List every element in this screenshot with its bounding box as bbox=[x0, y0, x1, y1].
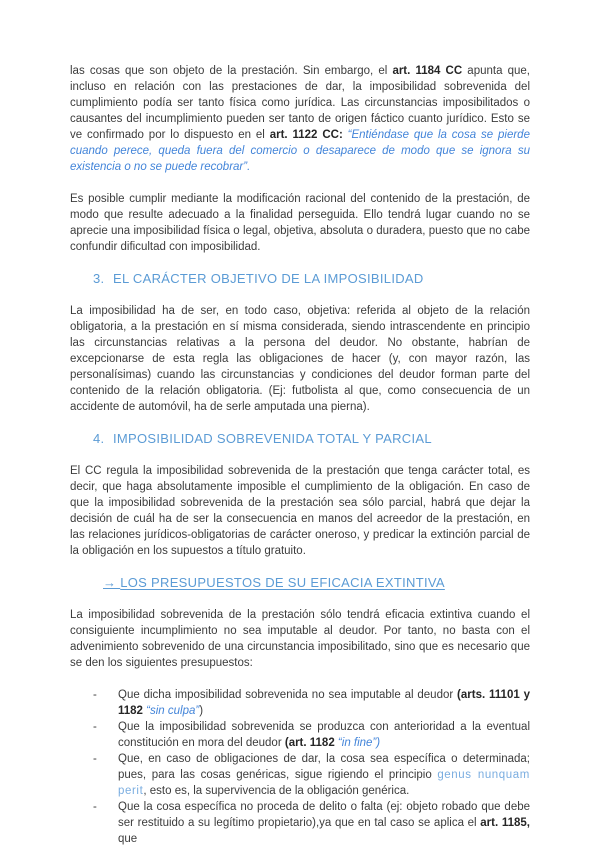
text-segment: La imposibilidad ha de ser, en todo caso, objetiva: referida al objeto de la relación obligatoria, a la prestación en sí misma considerada, siendo intrascendente en principio las circunstancias relativas a la persona del deudor. No obstante, habrían de excepcionarse de esta regla las obligaciones de hacer (y, con mayor razón, las personalísimas) cuando las circunstancias y condiciones del deudor forman parte del contenido de la relación obligatoria. (Ej: futbolista al que, como consecuencia de un accidente de automóvil, ha de serle amputada una pierna). bbox=[70, 305, 530, 413]
text-segment: El CC regula la imposibilidad sobrevenida de la prestación que tenga carácter total, es decir, que haga absolutamente imposible el cumplimiento de la obligación. En caso de que la imposibilidad sobrevenida de la prestación sea sólo parcial, habrá que dejar la decisión de cuál ha de ser la consecuencia en manos del acreedor de la prestación, en las relaciones jurídicos-obligatorias de carácter oneroso, y predicar la extinción parcial de la obligación en los supuestos a título gratuito. bbox=[70, 465, 530, 557]
list-item-text bbox=[118, 751, 530, 799]
list-item-text bbox=[118, 799, 530, 847]
text-segment: “Entiéndase que la cosa se pierde cuando perece, queda fuera del comercio o desaparece de modo que se ignora su existencia o no se puede recobrar”. bbox=[70, 129, 530, 173]
text-segment: La imposibilidad sobrevenida de la prestación sólo tendrá eficacia extintiva cuando el consiguiente incumplimiento no sea imputable al deudor. Por tanto, no basta con el advenimiento sobrevenido de una circunstancia imposibilitado, sino que es necesario que se den los siguientes presupuestos: bbox=[70, 609, 530, 669]
text-segment: “in fine”) bbox=[334, 737, 381, 749]
heading-text: EL CARÁCTER OBJETIVO DE LA IMPOSIBILIDAD bbox=[113, 271, 424, 286]
bullet-marker: - bbox=[93, 801, 97, 813]
text-segment: Que la imposibilidad sobrevenida se produzca con anterioridad a la eventual constitución en mora del deudor bbox=[118, 721, 530, 749]
text-segment: (art. 1182 bbox=[284, 737, 335, 749]
text-segment: Que dicha imposibilidad sobrevenida no sea imputable al deudor bbox=[118, 689, 458, 701]
text-segment: art. 1122 CC: bbox=[269, 129, 343, 141]
text-segment: , esto es, la supervivencia de la obligación genérica. bbox=[143, 785, 410, 797]
text-segment: “sin culpa” bbox=[142, 705, 200, 717]
section-heading bbox=[70, 271, 530, 287]
text-segment: (arts. 11101 y 1182 bbox=[118, 689, 530, 717]
text-segment: apunta que, incluso en relación con las prestaciones de dar, la imposibilidad sobrevenida del cumplimiento podía ser tanto física como jurídica. Las circunstancias imposibilitados o causantes del incumplimiento pueden ser tanto de origen fáctico cuanto jurídico. Esto se ve confirmado por lo dispuesto en el bbox=[70, 65, 530, 141]
paragraph bbox=[70, 463, 530, 559]
bullet-list bbox=[70, 687, 530, 847]
text-segment: genus nunquam perit bbox=[118, 769, 530, 797]
list-item bbox=[93, 751, 530, 799]
arrow-heading-text: LOS PRESUPUESTOS DE SU EFICACIA EXTINTIVA bbox=[120, 575, 445, 590]
text-segment: Que la cosa específica no proceda de delito o falta (ej: objeto robado que debe ser restituido a su legítimo propietario),ya que en tal caso se aplica el bbox=[118, 801, 530, 829]
arrow-icon: → bbox=[103, 575, 121, 590]
paragraph bbox=[70, 607, 530, 671]
paragraph bbox=[70, 191, 530, 255]
list-item bbox=[93, 799, 530, 847]
heading-number: 4. bbox=[93, 431, 105, 446]
bullet-marker: - bbox=[93, 721, 97, 733]
section-heading bbox=[70, 431, 530, 447]
list-item bbox=[93, 719, 530, 751]
bullet-marker: - bbox=[93, 753, 97, 765]
bullet-marker: - bbox=[93, 689, 97, 701]
text-segment: que bbox=[118, 833, 138, 845]
list-item-text bbox=[118, 687, 530, 719]
text-segment: las cosas que son objeto de la prestación. Sin embargo, el bbox=[70, 65, 393, 77]
document-content bbox=[70, 63, 530, 847]
paragraph bbox=[70, 63, 530, 175]
list-item bbox=[93, 687, 530, 719]
arrow-heading bbox=[103, 575, 530, 591]
heading-number: 3. bbox=[93, 271, 105, 286]
heading-text: IMPOSIBILIDAD SOBREVENIDA TOTAL Y PARCIAL bbox=[113, 431, 432, 446]
text-segment: Es posible cumplir mediante la modificación racional del contenido de la prestación, de modo que resulte adecuado a la finalidad perseguida. Ello tendrá lugar cuando no se aprecie una imposibilidad física o legal, objetiva, absoluta o duradera, puesto que no cabe confundir dificultad con imposibilidad. bbox=[70, 193, 530, 253]
paragraph bbox=[70, 303, 530, 415]
text-segment: art. 1184 CC bbox=[392, 65, 463, 77]
text-segment: ) bbox=[199, 705, 204, 717]
list-item-text bbox=[118, 719, 530, 751]
text-segment: art. 1185, bbox=[480, 817, 530, 829]
text-segment: Que, en caso de obligaciones de dar, la cosa sea específica o determinada; pues, para las cosas genéricas, sigue rigiendo el principio bbox=[118, 753, 530, 781]
